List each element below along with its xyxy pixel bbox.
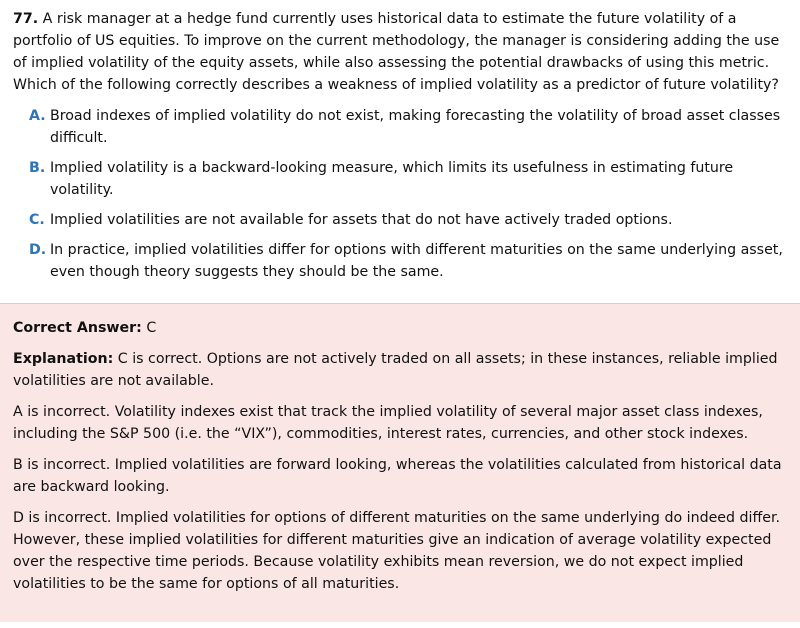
option-text: Implied volatility is a backward-looking measure, which limits its usefulness in estimating future volatility. [50,160,734,198]
explanation-paragraph-d: D is incorrect. Implied volatilities for options of different maturities on the same underlying do indeed differ. However, these implied volatilities for different maturities give an indication of average volatility expected over the respective time periods. Because volatility exhibits mean reversion, we do not expect implied volatilities to be the same for options of all maturities. [13,510,781,592]
option-letter: B. [29,160,46,176]
explanation-paragraph-b: B is incorrect. Implied volatilities are forward looking, whereas the volatilities calculated from historical data are backward looking. [13,457,782,495]
question-text-block [13,8,788,96]
answer-panel [0,303,800,622]
option-c[interactable] [29,209,788,231]
question-panel [0,0,800,303]
question-text: A risk manager at a hedge fund currently uses historical data to estimate the future volatility of a portfolio of US equities. To improve on the current methodology, the manager is considering adding the use of implied volatility of the equity assets, while also assessing the potential drawbacks of using this metric. Which of the following correctly describes a weakness of implied volatility as a predictor of future volatility? [13,11,780,93]
option-letter: A. [29,108,46,124]
answer-options [13,105,788,283]
explanation [13,348,788,392]
correct-answer-label: Correct Answer: [13,320,142,336]
option-b[interactable] [29,157,788,201]
question-number: 77. [13,11,39,27]
option-text: Broad indexes of implied volatility do not exist, making forecasting the volatility of broad asset classes difficult. [50,108,781,146]
explanation-label: Explanation: [13,351,114,367]
option-letter: C. [29,212,45,228]
correct-answer-line [13,317,788,339]
correct-answer-value: C [146,320,157,336]
option-a[interactable] [29,105,788,149]
bottom-edge [0,622,800,628]
option-d[interactable] [29,239,788,283]
explanation-paragraph-a: A is incorrect. Volatility indexes exist that track the implied volatility of several major asset class indexes, including the S&P 500 (i.e. the “VIX”), commodities, interest rates, currencies, and other stock indexes. [13,404,763,442]
explanation-text: C is correct. Options are not actively traded on all assets; in these instances, reliable implied volatilities are not available. [13,351,778,389]
option-text: Implied volatilities are not available for assets that do not have actively traded options. [50,212,673,228]
option-text: In practice, implied volatilities differ for options with different maturities on the same underlying asset, even though theory suggests they should be the same. [50,242,783,280]
option-letter: D. [29,242,47,258]
